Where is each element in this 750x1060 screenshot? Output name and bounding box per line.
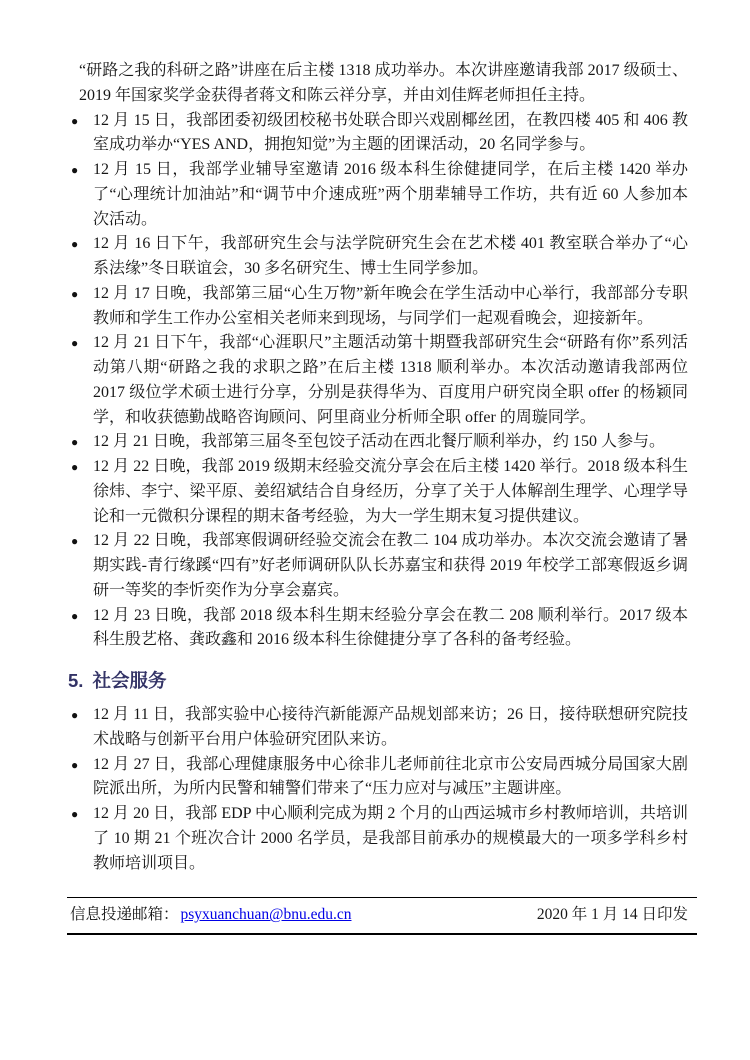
event-item <box>70 282 688 332</box>
event-text: 12 月 20 日，我部 EDP 中心顺利完成为期 2 个月的山西运城市乡村教师培训，共培训了 10 期 21 个班次合计 2000 名学员，是我部目前承办的规模最大的一项多学科乡村教师培训项目。 <box>93 805 688 872</box>
event-item <box>70 529 688 603</box>
event-text: 12 月 21 日晚，我部第三届冬至包饺子活动在西北餐厅顺利举办，约 150 人参与。 <box>93 433 666 451</box>
event-item <box>70 158 688 232</box>
bullet-icon: ● <box>71 608 79 623</box>
event-item <box>70 753 688 803</box>
event-text: 12 月 22 日晚，我部寒假调研经验交流会在教二 104 成功举办。本次交流会邀请了暑期实践-青行缘蹊“四有”好老师调研队队长苏嘉宝和获得 2019 年校学工部寒假返乡调研一等奖的李忻奕作为分享会嘉宾。 <box>93 532 688 599</box>
event-text: 12 月 22 日晚，我部 2019 级期末经验交流分享会在后主楼 1420 举行。2018 级本科生徐炜、李宁、梁平原、姜绍斌结合自身经历，分享了关于人体解剖生理学、心理学导论和一元微积分课程的期末备考经验，为大一学生期末复习提供建议。 <box>93 458 688 525</box>
event-item <box>70 430 688 455</box>
bullet-icon: ● <box>71 286 79 301</box>
event-text: 12 月 17 日晚，我部第三届“心生万物”新年晚会在学生活动中心举行，我部部分专职教师和学生工作办公室相关老师来到现场，与同学们一起观看晚会，迎接新年。 <box>93 284 688 327</box>
events-list-december <box>70 109 688 654</box>
footer-email-label: 信息投递邮箱： <box>70 906 179 924</box>
section-heading <box>68 668 688 694</box>
event-item <box>70 802 688 876</box>
bullet-icon: ● <box>71 460 79 474</box>
footer-contact <box>70 904 351 926</box>
page-footer <box>70 897 688 935</box>
event-item <box>70 232 688 282</box>
section-number: 5. <box>68 670 84 691</box>
bullet-icon: ● <box>71 113 79 128</box>
event-text: 12 月 21 日下午，我部“心涯职尺”主题活动第十期暨我部研究生会“研路有你”系列活动第八期“研路之我的求职之路”在后主楼 1318 顺利举办。本次活动邀请我部两位 2017 级位学术硕士进行分享，分别是获得华为、百度用户研究岗全职 offer 的杨颖同学，和收获德勤战略咨询顾问、阿里商业分析师全职 offer 的周璇同学。 <box>93 334 688 426</box>
event-text: 12 月 11 日，我部实验中心接待汽新能源产品规划部来访；26 日，接待联想研究院技术战略与创新平台用户体验研究团队来访。 <box>93 706 688 748</box>
intro-paragraph: “研路之我的科研之路”讲座在后主楼 1318 成功举办。本次讲座邀请我部 2017 级硕士、2019 年国家奖学金获得者蒋文和陈云祥分享，并由刘佳辉老师担任主持。 <box>79 62 688 104</box>
footer-divider-bottom <box>67 933 697 935</box>
event-text: 12 月 15 日，我部学业辅导室邀请 2016 级本科生徐健捷同学，在后主楼 1420 举办了“心理统计加油站”和“调节中介速成班”两个朋辈辅导工作坊，共有近 60 人参加本次活动。 <box>93 161 688 228</box>
bullet-icon: ● <box>71 534 79 549</box>
bullet-icon: ● <box>71 237 79 252</box>
event-item <box>70 604 688 654</box>
bullet-icon: ● <box>71 757 79 772</box>
event-item <box>70 455 688 529</box>
bullet-icon: ● <box>71 336 79 351</box>
footer-email-link[interactable]: psyxuanchuan@bnu.edu.cn <box>180 906 352 924</box>
footer-print-date: 2020 年 1 月 14 日印发 <box>536 906 688 924</box>
event-item <box>70 109 688 159</box>
event-text: 12 月 16 日下午，我部研究生会与法学院研究生会在艺术楼 401 教室联合举办了“心系法缘”冬日联谊会，30 多名研究生、博士生同学参加。 <box>93 235 688 277</box>
bullet-icon: ● <box>71 435 79 450</box>
bullet-icon: ● <box>71 807 79 821</box>
event-text: 12 月 27 日，我部心理健康服务中心徐非儿老师前往北京市公安局西城分局国家大剧院派出所，为所内民警和辅警们带来了“压力应对与减压”主题讲座。 <box>93 755 688 798</box>
bullet-icon: ● <box>71 163 79 177</box>
section-title: 社会服务 <box>92 670 167 691</box>
event-text: 12 月 15 日，我部团委初级团校秘书处联合即兴戏剧椰丝团，在教四楼 405 和 406 教室成功举办“YES AND，拥抱知觉”为主题的团课活动，20 名同学参与。 <box>93 111 688 154</box>
bullet-icon: ● <box>71 708 79 722</box>
event-item <box>70 331 688 430</box>
event-item <box>70 703 688 753</box>
event-text: 12 月 23 日晚，我部 2018 级本科生期末经验分享会在教二 208 顺利举行。2017 级本科生殷艺格、龚政鑫和 2016 级本科生徐健捷分享了各科的备考经验。 <box>93 606 688 649</box>
events-list-social-service <box>70 703 688 876</box>
